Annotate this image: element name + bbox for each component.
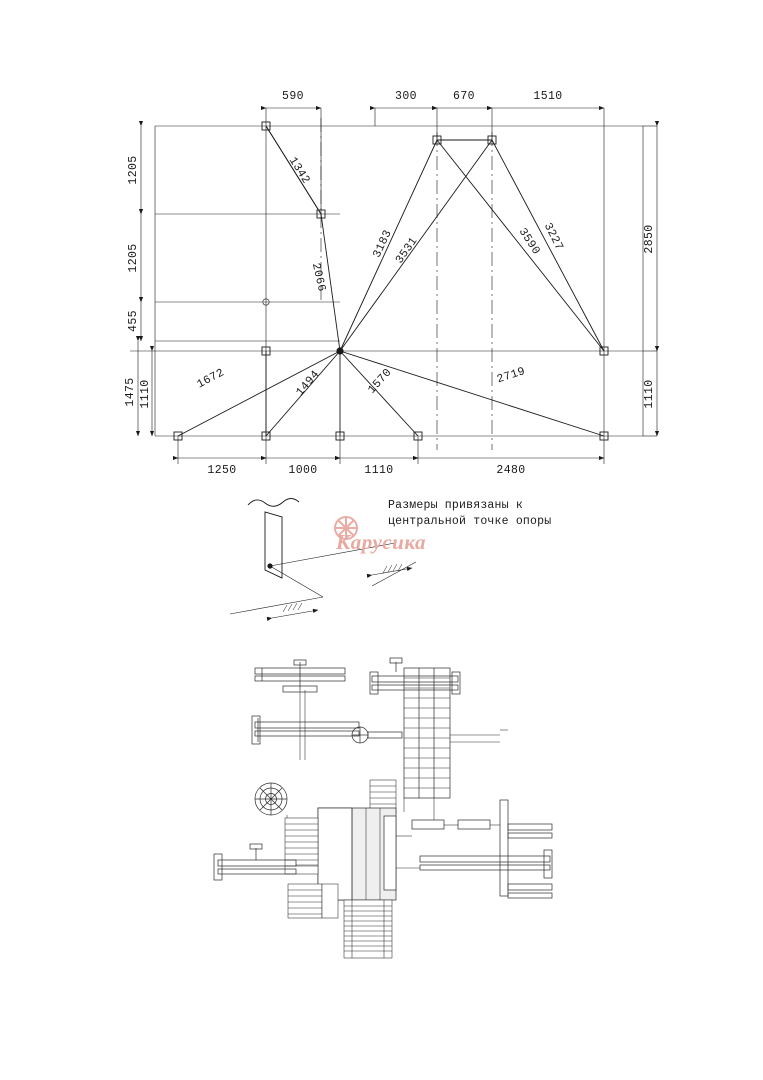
bottom-dimension-chain [178,436,604,464]
dim-diag-3227: 3227 [540,220,566,253]
reference-grid-lines [130,126,643,436]
dim-bottom-2480: 2480 [496,464,526,477]
dim-left-1205-a: 1205 [127,155,140,185]
dimension-note [388,498,551,530]
dim-diag-1672: 1672 [194,366,227,392]
dim-right-1110: 1110 [643,379,656,409]
note-line-1: Размеры привязаны к [388,499,523,512]
dim-diag-1494: 1494 [293,368,323,399]
dim-left-455: 455 [127,310,140,332]
dim-top-300: 300 [395,90,417,103]
dim-diag-1342: 1342 [285,154,313,187]
dim-top-590: 590 [282,90,304,103]
dim-top-670: 670 [453,90,475,103]
structure-members [178,126,604,436]
left-deck [285,818,318,874]
dim-diag-3531: 3531 [393,234,421,267]
plan-view-structure [214,658,552,958]
centerlines [321,118,492,450]
dim-left-1475: 1475 [124,377,137,407]
dim-left-1110: 1110 [139,379,152,409]
post-markers [174,122,608,440]
dim-diag-3590: 3590 [515,225,543,258]
dim-right-2850: 2850 [643,224,656,254]
plan-diagram [124,90,657,477]
dim-top-1510: 1510 [533,90,563,103]
dim-diag-3183: 3183 [370,227,395,260]
dim-bottom-1250: 1250 [207,464,237,477]
dim-diag-2719: 2719 [495,364,528,387]
dim-left-1205-b: 1205 [127,243,140,273]
dim-diag-1570: 1570 [365,366,395,397]
tire-detail [255,783,287,815]
note-line-2: центральной точке опоры [388,515,552,528]
main-stair [344,900,392,958]
watermark-text: Карусика [336,530,426,554]
dim-bottom-1110: 1110 [364,464,394,477]
ladder-rungs [404,678,450,788]
slide-left [288,884,338,918]
dim-bottom-1000: 1000 [288,464,318,477]
dim-diag-2066: 2066 [308,261,329,294]
